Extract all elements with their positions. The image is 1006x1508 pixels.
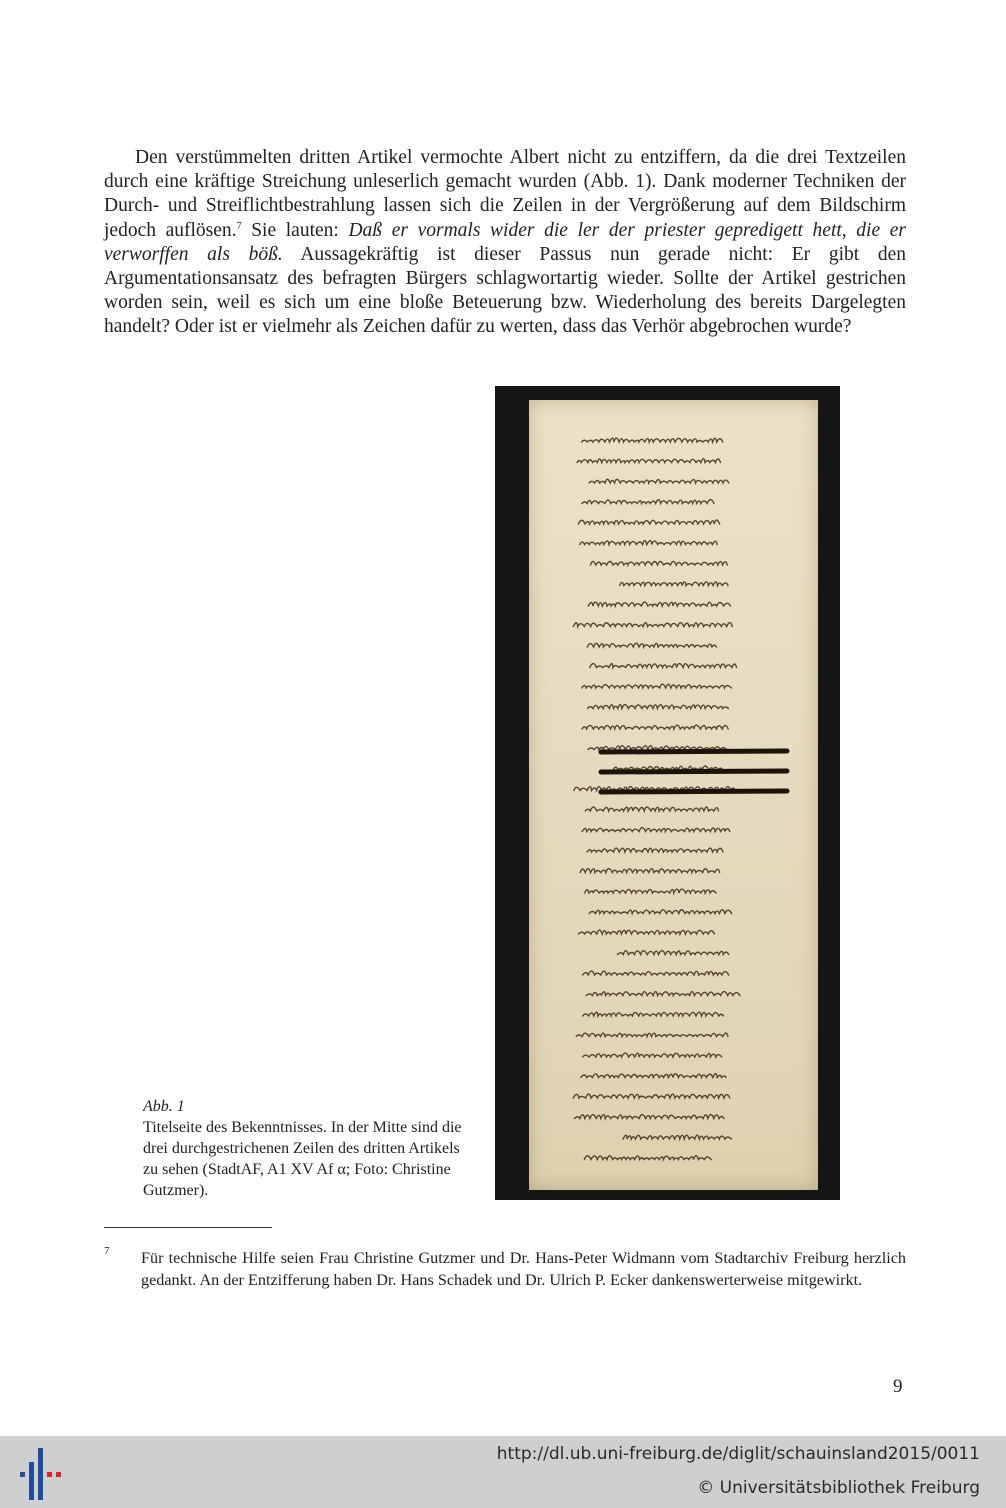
- handwritten-line: [587, 848, 723, 852]
- handwritten-line: [573, 623, 732, 627]
- handwritten-line: [588, 746, 726, 750]
- handwritten-line: [580, 541, 717, 545]
- handwritten-line: [573, 1094, 730, 1098]
- body-text-part-3: Aussagekräftig ist dieser Passus nun gerade nicht: Er gibt den Argumentationsansatz des befragten Bürgers schlagwortartig wieder. Sollte der Artikel gestrichen worden sein, weil es sich um eine bloße Beteuerung bzw. Wiederholung des bereits Dargelegten handelt? Oder ist er vielmehr als Zeichen dafür zu werten, dass das Verhör abgebrochen wurde?: [104, 243, 907, 338]
- handwritten-line: [579, 930, 715, 934]
- footnote-number: 7: [104, 1245, 110, 1257]
- handwritten-line: [576, 1033, 728, 1036]
- handwritten-line: [584, 1156, 711, 1160]
- handwritten-line: [582, 725, 728, 729]
- handwritten-line: [580, 869, 719, 873]
- handwritten-line: [623, 1135, 731, 1139]
- handwritten-line: [585, 889, 716, 893]
- footnote-divider: [104, 1227, 272, 1228]
- page-number: 9: [893, 1376, 903, 1397]
- body-text-part-1: Den verstümmelten dritten Artikel vermochte Albert nicht zu entziffern, da die drei Textzeilen durch eine kräftige Streichung unleserlich gemacht wurden (Abb. 1). Dank moderner Techniken der Durch- und Streiflichtbestrahlung lassen sich die Zeilen in der Vergrößerung auf dem Bildschirm jedoch auflösen.: [104, 147, 906, 241]
- body-text-part-2: Sie lauten:: [241, 219, 349, 241]
- quoted-article: Daß er vormals wider die ler der priester gepredigett hett, die er verworffen als böß.: [104, 219, 906, 265]
- source-url-link[interactable]: http://dl.ub.uni-freiburg.de/diglit/schauinsland2015/0011: [496, 1444, 980, 1464]
- handwritten-line: [591, 561, 728, 565]
- handwritten-line: [582, 828, 730, 832]
- handwritten-line: [617, 951, 728, 955]
- strike-through-line: [601, 771, 787, 772]
- figure-caption: [143, 1096, 463, 1201]
- body-paragraph: [104, 146, 906, 340]
- handwritten-line: [589, 479, 729, 483]
- handwritten-line: [620, 582, 728, 586]
- handwritten-line: [582, 438, 723, 442]
- handwritten-line: [588, 602, 730, 606]
- handwritten-line: [582, 500, 714, 504]
- handwritten-line: [585, 807, 718, 811]
- library-logo-icon: [16, 1448, 64, 1500]
- handwritten-line: [587, 643, 716, 647]
- manuscript-page-image: [529, 400, 818, 1190]
- handwritten-line: [588, 705, 729, 709]
- handwriting-illustration: [529, 400, 818, 1190]
- figure-caption-text: Titelseite des Bekenntnisses. In der Mitte sind die drei durchgestrichenen Zeilen des dritten Artikels zu sehen (StadtAF, A1 XV Af α; Foto: Christine Gutzmer).: [143, 1119, 462, 1199]
- handwritten-line: [589, 910, 731, 914]
- footnote-reference[interactable]: 7: [236, 220, 242, 232]
- footnote-text: Für technische Hilfe seien Frau Christine Gutzmer und Dr. Hans-Peter Widmann vom Stadtarchiv Freiburg herzlich gedankt. An der Entzifferung haben Dr. Hans Schadek und Dr. Ulrich P. Ecker dankenswerterweise mitgewirkt.: [141, 1249, 906, 1289]
- copyright-notice: © Universitätsbibliothek Freiburg: [697, 1478, 980, 1498]
- figure-label: Abb. 1: [143, 1098, 185, 1115]
- strike-through-line: [601, 751, 787, 752]
- handwritten-line: [581, 1074, 726, 1078]
- handwritten-line: [590, 664, 737, 668]
- handwritten-line: [583, 1012, 724, 1016]
- handwritten-line: [583, 971, 729, 975]
- handwritten-line: [582, 684, 732, 688]
- handwritten-line: [574, 1115, 724, 1119]
- handwritten-line: [578, 520, 719, 524]
- handwritten-line: [583, 1053, 722, 1057]
- handwritten-line: [577, 459, 720, 463]
- strike-through-line: [601, 791, 787, 792]
- handwritten-line: [586, 992, 740, 996]
